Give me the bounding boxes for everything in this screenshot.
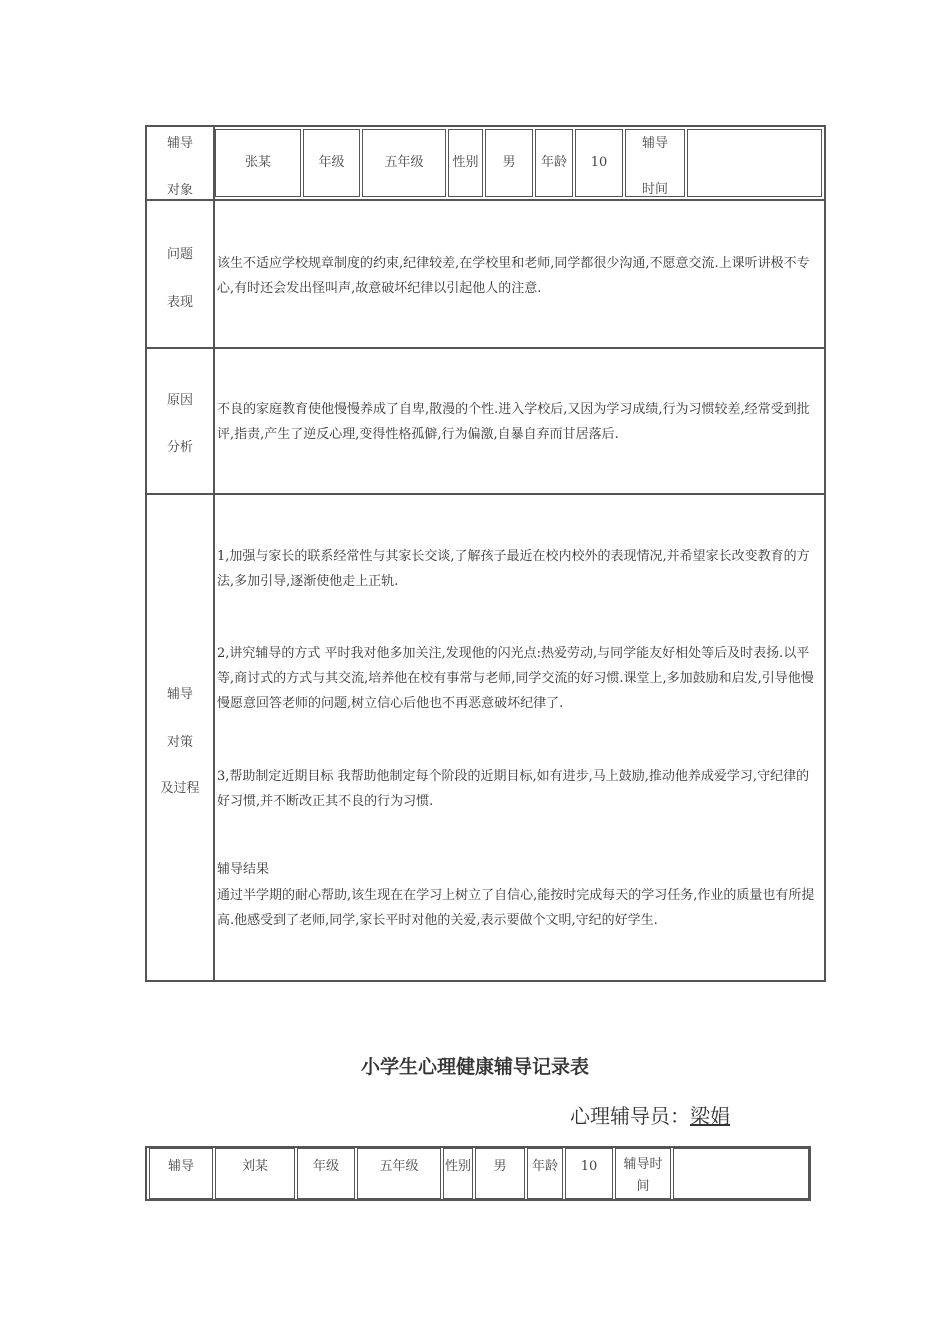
- age-value: 10: [575, 129, 623, 197]
- time-label-line-2: 时间: [641, 182, 668, 197]
- time-label-line-1: 辅导: [641, 136, 668, 151]
- label-column-divider: [213, 127, 215, 980]
- grade-value: 五年级: [362, 129, 446, 197]
- cause-text: 不良的家庭教育使他慢慢养成了自卑,散漫的个性.进入学校后,又因为学习成绩,行为习惯较差,经常受到批评,指责,产生了逆反心理,变得性格孤僻,行为偏激,自暴自弃而甘居落后.: [217, 402, 810, 442]
- strategy-label-3: 及过程: [160, 781, 200, 796]
- record-table-2: [145, 1146, 811, 1201]
- subject-label: 辅导: [149, 1148, 213, 1199]
- age-label: 年龄: [527, 1148, 563, 1199]
- time-value: [673, 1148, 809, 1199]
- page-title: 小学生心理健康辅导记录表: [360, 1056, 589, 1078]
- strategy-item-2: 2,讲究辅导的方式 平时我对他多加关注,发现他的闪光点:热爱劳动,与同学能友好相处等后及时表扬.以平等,商讨式的方式与其交流,培养他在校有事常与老师,同学交流的好习惯.课堂上,多加鼓励和启发,引导他慢慢愿意回答老师的问题,树立信心后他也不再恶意破坏纪律了.: [217, 646, 814, 711]
- problem-label: 问题: [166, 247, 193, 262]
- strategy-item-1: 1,加强与家长的联系经常性与其家长交谈,了解孩子最近在校内校外的表现情况,并希望家长改变教育的方法,多加引导,逐渐使他走上正轨.: [217, 549, 810, 589]
- strategy-item-3: 3,帮助制定近期目标 我帮助他制定每个阶段的近期目标,如有进步,马上鼓励,推动他养成爱学习,守纪律的好习惯,并不断改正其不良的行为习惯.: [217, 769, 810, 809]
- student-name: 张某: [215, 129, 301, 197]
- row-divider: [147, 347, 824, 349]
- gender-value: 男: [485, 129, 533, 197]
- grade-label: 年级: [303, 129, 360, 197]
- age-label: 年龄: [535, 129, 573, 197]
- counselor-label: 心理辅导员：: [570, 1104, 690, 1128]
- time-label-line-2: 间: [636, 1179, 650, 1194]
- grade-label: 年级: [297, 1148, 355, 1199]
- grade-value: 五年级: [357, 1148, 441, 1199]
- time-label: [615, 1148, 671, 1199]
- subject-label-2: 对象: [166, 183, 193, 198]
- strategy-label-2: 对策: [166, 735, 193, 750]
- cause-label-2: 分析: [166, 440, 193, 455]
- age-value: 10: [565, 1148, 613, 1199]
- gender-label: 性别: [443, 1148, 473, 1199]
- result-text: 通过半学期的耐心帮助,该生现在在学习上树立了自信心,能按时完成每天的学习任务,作业的质量也有所提高.他感受到了老师,同学,家长平时对他的关爱,表示要做个文明,守纪的好学生.: [217, 888, 815, 928]
- student-name: 刘某: [215, 1148, 295, 1199]
- row-divider: [147, 199, 824, 201]
- row-divider: [147, 493, 824, 495]
- problem-label-2: 表现: [166, 295, 193, 310]
- time-label: [625, 129, 685, 197]
- time-label-line-1: 辅导时: [623, 1157, 663, 1172]
- cause-label: 原因: [166, 393, 193, 408]
- result-title: 辅导结果: [217, 862, 270, 877]
- problem-text: 该生不适应学校规章制度的约束,纪律较差,在学校里和老师,同学都很少沟通,不愿意交流.上课听讲极不专心,有时还会发出怪叫声,故意破坏纪律以引起他人的注意.: [217, 256, 810, 296]
- gender-label: 性别: [448, 129, 483, 197]
- strategy-label: 辅导: [166, 687, 193, 702]
- record-table-1: [145, 125, 826, 982]
- subject-label: 辅导: [166, 136, 193, 151]
- counselor-name: 梁娟: [690, 1104, 730, 1128]
- gender-value: 男: [475, 1148, 525, 1199]
- time-value: [687, 129, 822, 197]
- counselor-line: [570, 1100, 730, 1129]
